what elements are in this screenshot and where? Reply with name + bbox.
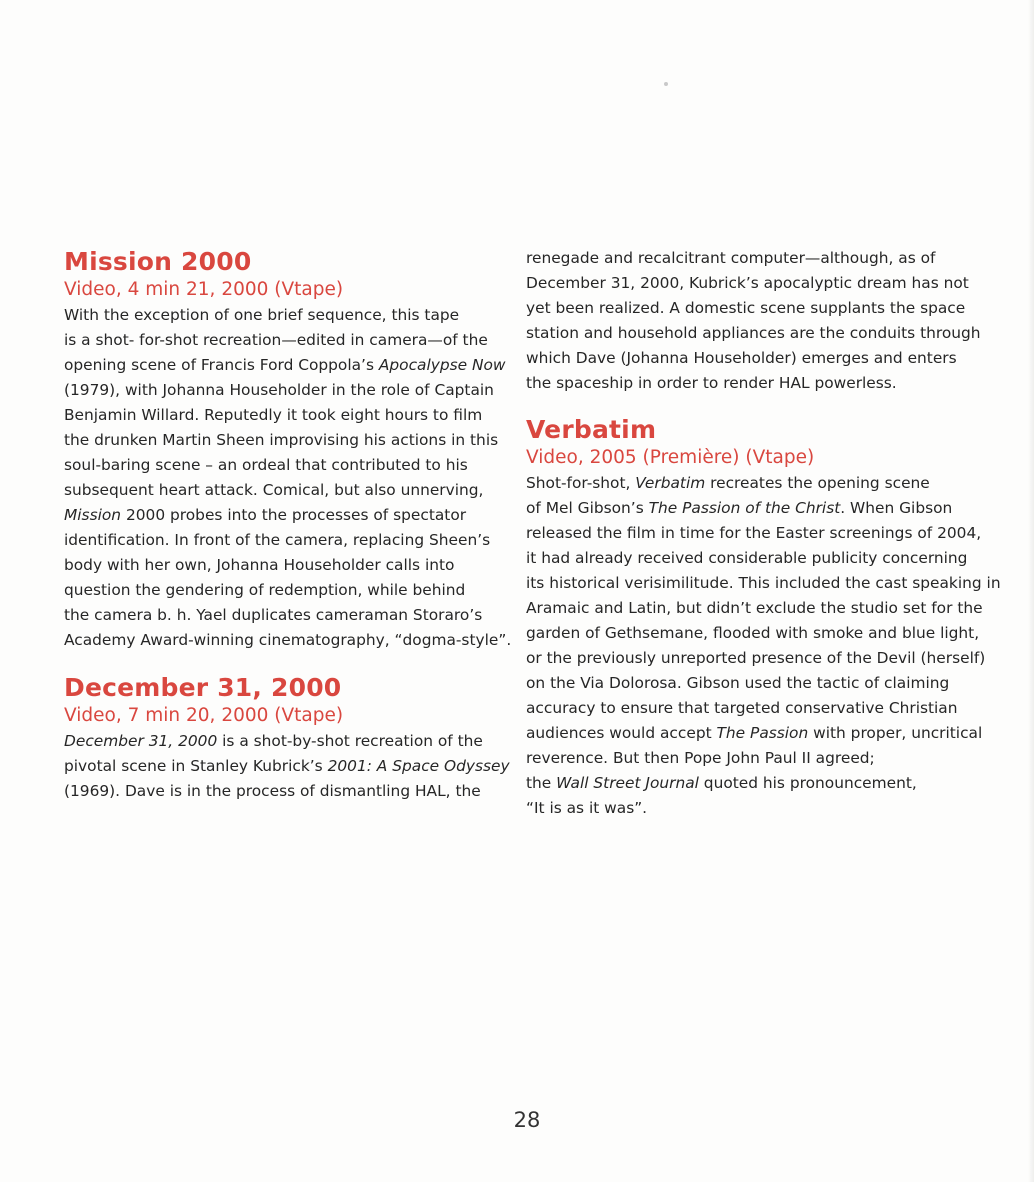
- entry-verbatim: [526, 415, 1001, 821]
- body-line: which Dave (Johanna Householder) emerges and enters: [526, 349, 957, 367]
- body-line: identification. In front of the camera, replacing Sheen’s: [64, 531, 491, 549]
- body-line: opening scene of Francis Ford Coppola’s Apocalypse Now: [64, 356, 506, 374]
- paper-speck: [664, 82, 668, 86]
- body-line: reverence. But then Pope John Paul II agreed;: [526, 749, 875, 767]
- entry-title: Mission 2000: [64, 247, 252, 276]
- page-number: 28: [513, 1108, 541, 1132]
- body-line: With the exception of one brief sequence, this tape: [64, 306, 460, 324]
- body-line: Shot-for-shot, Verbatim recreates the opening scene: [526, 474, 930, 492]
- left-column: [64, 247, 512, 804]
- entry-december-31-2000: [64, 673, 510, 804]
- entry-title: Verbatim: [526, 415, 657, 444]
- body-line: of Mel Gibson’s The Passion of the Christ. When Gibson: [526, 499, 953, 517]
- entry-meta: Video, 4 min 21, 2000 (Vtape): [64, 279, 344, 300]
- body-line: “It is as it was”.: [526, 799, 648, 817]
- body-line: (1969). Dave is in the process of dismantling HAL, the: [64, 782, 481, 800]
- body-line: its historical verisimilitude. This included the cast speaking in: [526, 574, 1001, 592]
- body-line: or the previously unreported presence of the Devil (herself): [526, 649, 986, 667]
- entry-meta: Video, 2005 (Première) (Vtape): [526, 447, 815, 468]
- body-line: released the film in time for the Easter screenings of 2004,: [526, 524, 982, 542]
- body-line: on the Via Dolorosa. Gibson used the tactic of claiming: [526, 674, 950, 692]
- entry-mission-2000: [64, 247, 512, 653]
- entry-meta: Video, 7 min 20, 2000 (Vtape): [64, 705, 344, 726]
- body-line: question the gendering of redemption, while behind: [64, 581, 466, 599]
- body-line: audiences would accept The Passion with proper, uncritical: [526, 724, 983, 742]
- body-line: garden of Gethsemane, flooded with smoke and blue light,: [526, 624, 980, 642]
- entry-body: [64, 729, 510, 804]
- entry-title: December 31, 2000: [64, 673, 342, 702]
- body-line: the Wall Street Journal quoted his pronouncement,: [526, 774, 917, 792]
- body-line: renegade and recalcitrant computer—although, as of: [526, 249, 936, 267]
- body-line: station and household appliances are the conduits through: [526, 324, 981, 342]
- entry-body: [64, 303, 512, 653]
- body-line: the spaceship in order to render HAL powerless.: [526, 374, 897, 392]
- body-line: is a shot- for-shot recreation—edited in camera—of the: [64, 331, 488, 349]
- body-line: December 31, 2000, Kubrick’s apocalyptic dream has not: [526, 274, 969, 292]
- body-line: yet been realized. A domestic scene supplants the space: [526, 299, 966, 317]
- body-line: subsequent heart attack. Comical, but also unnerving,: [64, 481, 484, 499]
- body-line: (1979), with Johanna Householder in the role of Captain: [64, 381, 494, 399]
- body-line: accuracy to ensure that targeted conservative Christian: [526, 699, 958, 717]
- body-line: Benjamin Willard. Reputedly it took eight hours to film: [64, 406, 483, 424]
- body-line: Mission 2000 probes into the processes of spectator: [64, 506, 467, 524]
- page-edge: [1028, 0, 1034, 1182]
- body-line: body with her own, Johanna Householder calls into: [64, 556, 455, 574]
- entry-body: [526, 471, 1001, 821]
- body-line: it had already received considerable publicity concerning: [526, 549, 968, 567]
- body-line: the drunken Martin Sheen improvising his actions in this: [64, 431, 499, 449]
- body-line: December 31, 2000 is a shot-by-shot recreation of the: [64, 732, 483, 750]
- body-line: pivotal scene in Stanley Kubrick’s 2001: A Space Odyssey: [64, 757, 510, 775]
- body-line: Aramaic and Latin, but didn’t exclude the studio set for the: [526, 599, 983, 617]
- body-line: the camera b. h. Yael duplicates cameraman Storaro’s: [64, 606, 483, 624]
- right-column: [526, 246, 1001, 821]
- body-line: Academy Award-winning cinematography, “dogma-style”.: [64, 631, 512, 649]
- body-line: soul-baring scene – an ordeal that contributed to his: [64, 456, 468, 474]
- entry-body-continued: [526, 246, 981, 396]
